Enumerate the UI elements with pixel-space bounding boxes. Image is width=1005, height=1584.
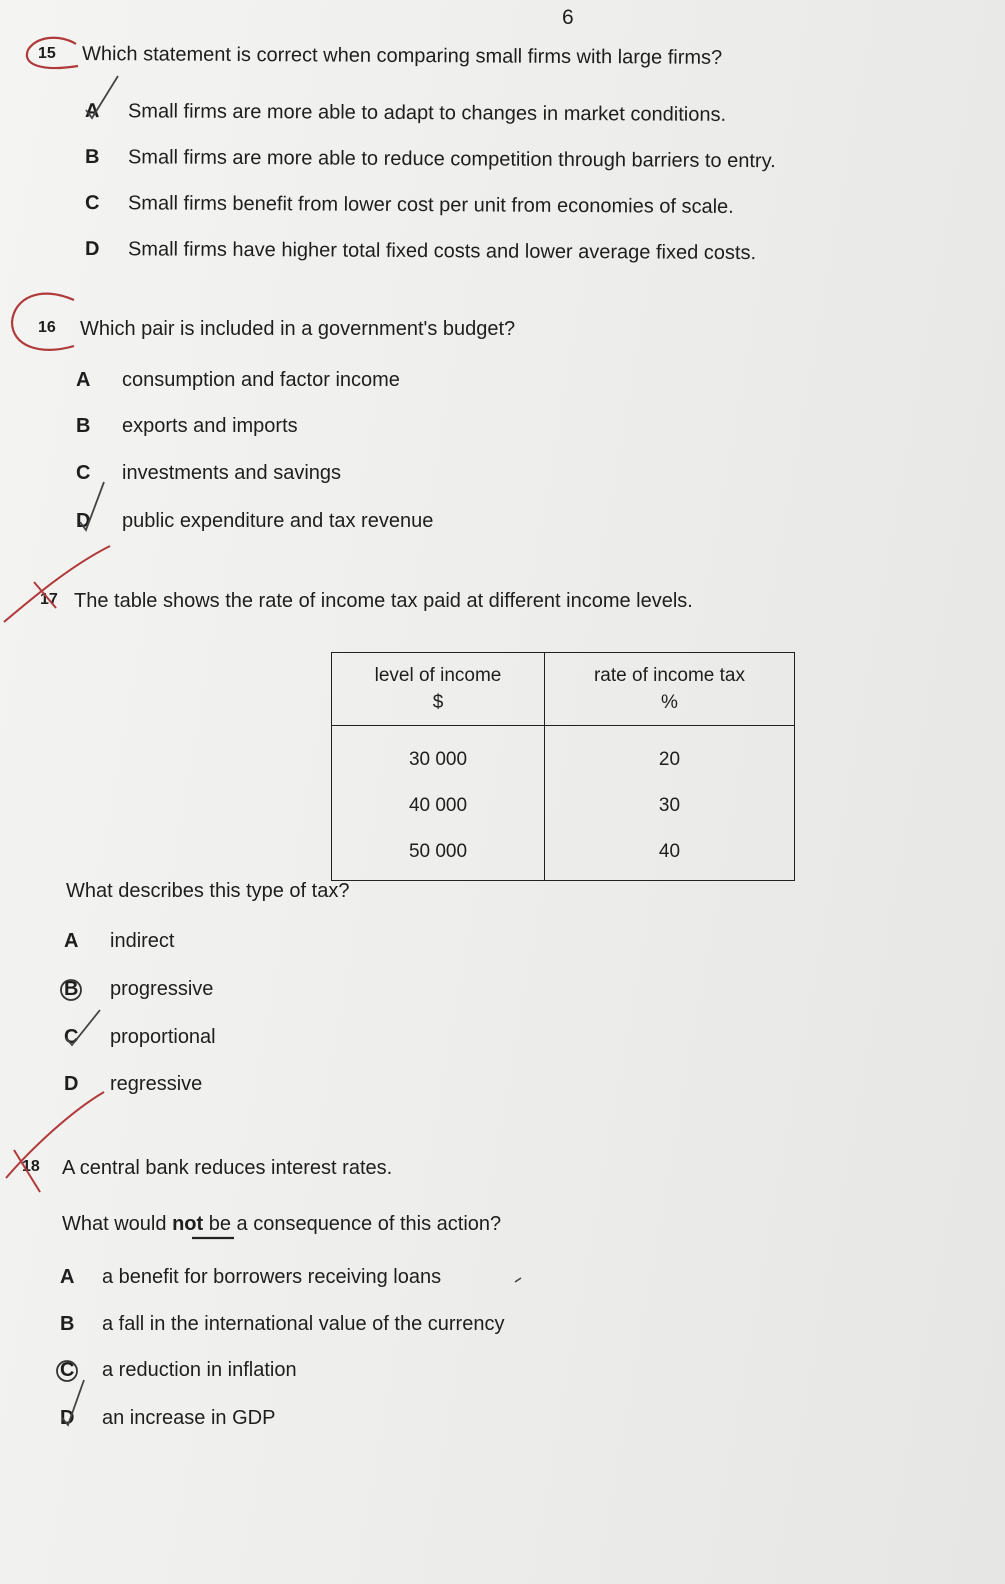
- q17-question: What describes this type of tax?: [66, 880, 350, 902]
- rate-cell: 40: [545, 829, 795, 881]
- q16-number: 16: [38, 319, 56, 336]
- page-number: 6: [562, 6, 574, 29]
- question-text: What would: [62, 1213, 173, 1235]
- option-letter: C: [60, 1359, 75, 1381]
- option-letter: A: [76, 369, 91, 391]
- option-letter: A: [60, 1266, 75, 1288]
- option-text: a fall in the international value of the currency: [102, 1313, 505, 1335]
- emphasis-not: not: [172, 1213, 204, 1235]
- table-row: [332, 726, 795, 784]
- option-text: an increase in GDP: [102, 1407, 276, 1429]
- q18-option-d[interactable]: [60, 1407, 275, 1430]
- income-cell: 50 000: [332, 829, 545, 881]
- header-rate-of-income-tax: [545, 653, 795, 726]
- rate-cell: 20: [545, 726, 795, 784]
- q17-number: 17: [40, 591, 58, 608]
- option-text: progressive: [110, 978, 214, 1000]
- q16-option-c[interactable]: [76, 462, 341, 485]
- q15-stem: Which statement is correct when comparing small firms with large firms?: [81, 43, 723, 69]
- q17-option-d[interactable]: [64, 1073, 202, 1096]
- header-line: rate of income tax: [593, 665, 746, 686]
- option-text: Small firms benefit from lower cost per unit from economies of scale.: [127, 192, 734, 218]
- q18-number: 18: [22, 1158, 40, 1175]
- option-text: Small firms are more able to reduce competition through barriers to entry.: [127, 146, 776, 173]
- option-letter: C: [64, 1026, 79, 1048]
- q17-option-a[interactable]: [64, 930, 174, 953]
- option-letter: D: [84, 238, 100, 261]
- rate-cell: 30: [545, 783, 795, 829]
- q15-option-b[interactable]: [85, 146, 776, 173]
- option-letter: B: [60, 1313, 75, 1335]
- option-text: public expenditure and tax revenue: [122, 510, 434, 532]
- q16-option-b[interactable]: [76, 415, 298, 438]
- option-letter: D: [60, 1407, 75, 1429]
- option-letter: B: [64, 978, 79, 1000]
- q15-number: 15: [38, 45, 56, 62]
- option-text: exports and imports: [122, 415, 298, 437]
- q15-option-d[interactable]: [85, 238, 756, 265]
- q17-option-b[interactable]: [64, 978, 213, 1001]
- q18-option-a[interactable]: [60, 1266, 441, 1289]
- option-text: a reduction in inflation: [102, 1359, 297, 1381]
- header-unit: %: [661, 692, 678, 713]
- option-text: Small firms have higher total fixed costs and lower average fixed costs.: [127, 238, 757, 265]
- option-letter: B: [84, 146, 100, 169]
- q15-option-c[interactable]: [85, 192, 734, 219]
- small-mark-q18-a: [515, 1278, 521, 1282]
- question-text: be a consequence of this action?: [203, 1213, 502, 1235]
- option-letter: D: [76, 510, 91, 532]
- option-text: indirect: [110, 930, 175, 952]
- q16-option-a[interactable]: [76, 369, 400, 392]
- option-text: Small firms are more able to adapt to changes in market conditions.: [127, 100, 727, 126]
- table-row: [332, 829, 795, 881]
- q18-option-b[interactable]: [60, 1313, 504, 1336]
- option-letter: C: [76, 462, 91, 484]
- q18-stem: A central bank reduces interest rates.: [62, 1157, 393, 1179]
- q17-option-c[interactable]: [64, 1026, 216, 1049]
- income-cell: 30 000: [332, 726, 545, 784]
- q17-stem: The table shows the rate of income tax paid at different income levels.: [74, 590, 693, 612]
- option-text: a benefit for borrowers receiving loans: [102, 1266, 442, 1288]
- header-line: level of income: [374, 665, 502, 686]
- q15-option-a[interactable]: [85, 100, 726, 127]
- option-letter: A: [84, 100, 100, 123]
- option-text: consumption and factor income: [122, 369, 400, 391]
- option-text: regressive: [110, 1073, 203, 1095]
- income-cell: 40 000: [332, 783, 545, 829]
- header-unit: $: [432, 692, 444, 713]
- header-level-of-income: [332, 653, 545, 726]
- option-letter: B: [76, 415, 91, 437]
- q16-option-d[interactable]: [76, 510, 433, 533]
- q16-stem: Which pair is included in a government's budget?: [80, 318, 516, 340]
- option-text: investments and savings: [122, 462, 342, 484]
- q18-question: [62, 1213, 501, 1236]
- option-letter: C: [84, 192, 100, 215]
- q18-option-c[interactable]: [60, 1359, 297, 1382]
- table-row: [332, 783, 795, 829]
- income-tax-table: [331, 652, 795, 881]
- option-text: proportional: [110, 1026, 216, 1048]
- option-letter: D: [64, 1073, 79, 1095]
- option-letter: A: [64, 930, 79, 952]
